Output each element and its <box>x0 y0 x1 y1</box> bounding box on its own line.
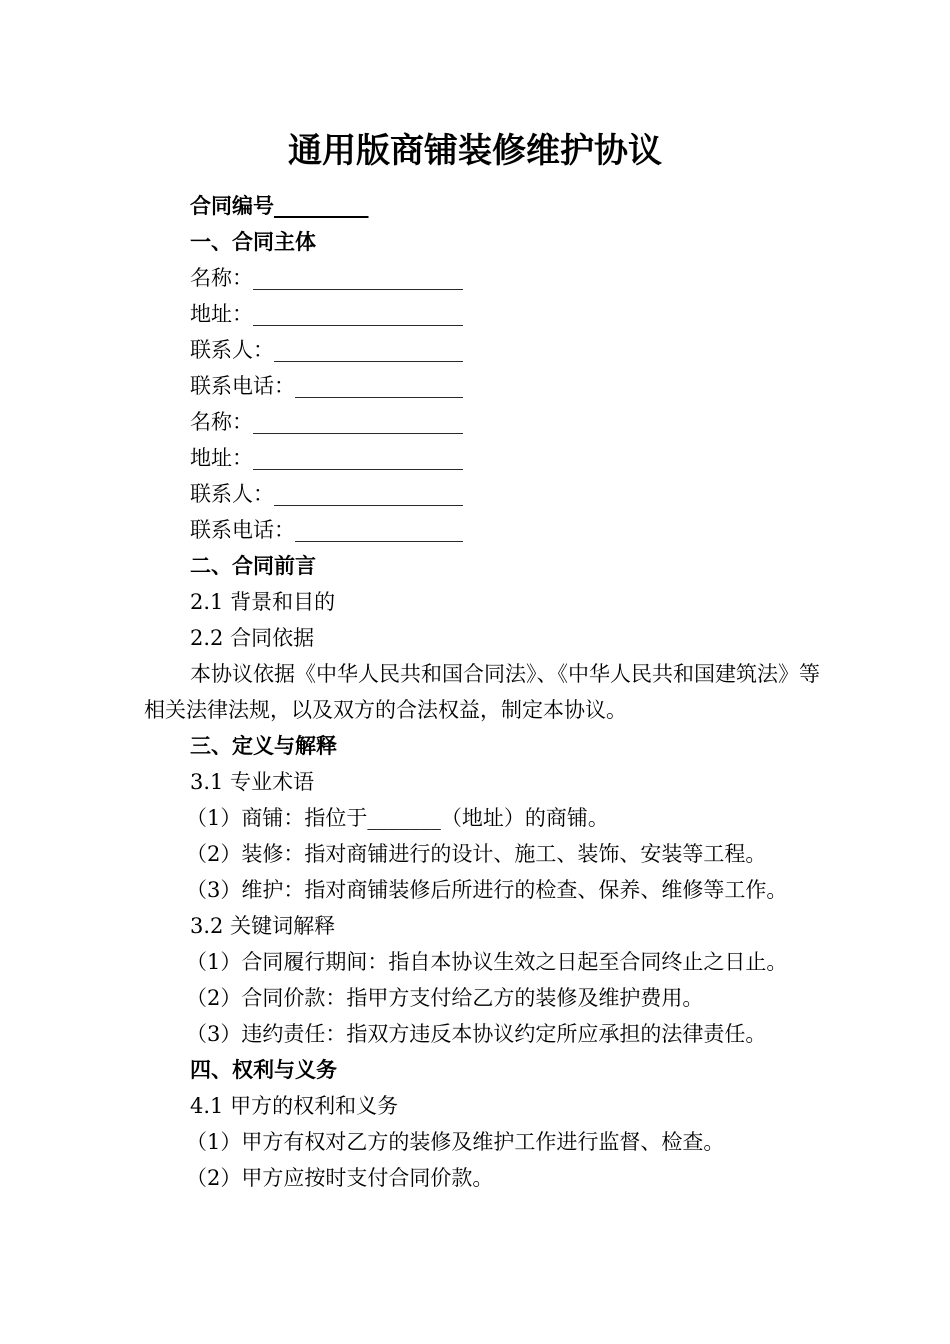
section-heading-4: 四、权利与义务 <box>190 1058 337 1082</box>
clause-2-2: 2.2 合同依据 <box>190 626 315 650</box>
party-b-name-blank[interactable]: ____________________ <box>253 410 463 434</box>
term-shop: （1）商铺：指位于_______（地址）的商铺。 <box>186 806 609 830</box>
clause-2-1: 2.1 背景和目的 <box>190 590 336 614</box>
party-a-address-blank[interactable]: ____________________ <box>253 302 463 326</box>
party-a-phone-blank[interactable]: ________________ <box>295 374 463 398</box>
basis-paragraph: 本协议依据《中华人民共和国合同法》、《中华人民共和国建筑法》等相关法律法规，以及双方的合法权益，制定本协议。 <box>144 662 820 722</box>
party-a-contact-blank[interactable]: __________________ <box>274 338 463 362</box>
keyword-contract-price: （2）合同价款：指甲方支付给乙方的装修及维护费用。 <box>186 986 704 1010</box>
term-maintenance: （3）维护：指对商铺装修后所进行的检查、保养、维修等工作。 <box>186 878 788 902</box>
section-heading-1: 一、合同主体 <box>190 230 316 254</box>
clause-4-1: 4.1 甲方的权利和义务 <box>190 1094 399 1118</box>
keyword-liability: （3）违约责任：指双方违反本协议约定所应承担的法律责任。 <box>186 1022 767 1046</box>
party-b-address-line: 地址：____________________ <box>144 440 824 476</box>
section-heading-2: 二、合同前言 <box>190 554 316 578</box>
party-b-name-line: 名称：____________________ <box>144 404 824 440</box>
party-a-right-2: （2）甲方应按时支付合同价款。 <box>186 1166 494 1190</box>
document-title: 通用版商铺装修维护协议 <box>288 131 662 171</box>
contract-number-label: 合同编号 <box>190 194 274 218</box>
shop-address-blank[interactable]: _______ <box>367 806 441 830</box>
party-a-right-1: （1）甲方有权对乙方的装修及维护工作进行监督、检查。 <box>186 1130 725 1154</box>
party-a-phone-line: 联系电话：________________ <box>144 368 824 404</box>
party-a-contact-line: 联系人：__________________ <box>144 332 824 368</box>
keyword-performance-period: （1）合同履行期间：指自本协议生效之日起至合同终止之日止。 <box>186 950 788 974</box>
document-body <box>144 188 824 1196</box>
clause-3-2: 3.2 关键词解释 <box>190 914 336 938</box>
party-b-contact-blank[interactable]: __________________ <box>274 482 463 506</box>
party-b-contact-line: 联系人：__________________ <box>144 476 824 512</box>
party-a-name-line: 名称：____________________ <box>144 260 824 296</box>
clause-3-1: 3.1 专业术语 <box>190 770 315 794</box>
party-b-address-blank[interactable]: ____________________ <box>253 446 463 470</box>
term-decoration: （2）装修：指对商铺进行的设计、施工、装饰、安装等工程。 <box>186 842 767 866</box>
section-heading-3: 三、定义与解释 <box>190 734 337 758</box>
party-b-phone-blank[interactable]: ________________ <box>295 518 463 542</box>
party-a-name-blank[interactable]: ____________________ <box>253 266 463 290</box>
contract-number-blank[interactable]: _________ <box>274 194 369 218</box>
party-a-address-line: 地址：____________________ <box>144 296 824 332</box>
contract-number-line <box>144 188 824 224</box>
party-b-phone-line: 联系电话：________________ <box>144 512 824 548</box>
